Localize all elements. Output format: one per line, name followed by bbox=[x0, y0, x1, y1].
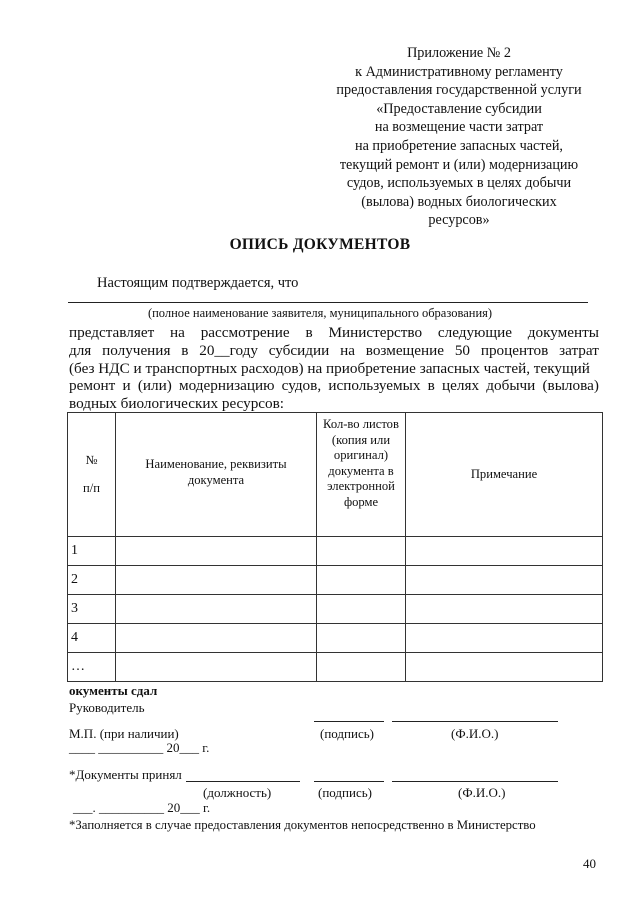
cell-note[interactable] bbox=[406, 624, 603, 653]
header-num: № п/п bbox=[68, 413, 116, 537]
document-title: ОПИСЬ ДОКУМЕНТОВ bbox=[229, 236, 411, 253]
confirm-text: Настоящим подтверждается, что bbox=[97, 275, 299, 291]
appendix-line: судов, используемых в целях добычи bbox=[346, 175, 572, 192]
cell-num: … bbox=[68, 653, 116, 682]
paragraph-line-5: водных биологических ресурсов: bbox=[69, 395, 285, 413]
header-note: Примечание bbox=[406, 413, 603, 537]
appendix-line: текущий ремонт и (или) модернизацию bbox=[339, 156, 579, 173]
cell-note[interactable] bbox=[406, 566, 603, 595]
cell-name[interactable] bbox=[116, 537, 317, 566]
cell-name[interactable] bbox=[116, 595, 317, 624]
appendix-line: «Предоставление субсидии bbox=[376, 100, 542, 117]
received-position-line bbox=[186, 781, 300, 782]
cell-sheets[interactable] bbox=[317, 624, 406, 653]
received-fio-line bbox=[392, 781, 558, 782]
paragraph-line-1: представляет на рассмотрение в Министерство следующие документы bbox=[69, 324, 599, 341]
received-label: *Документы принял bbox=[69, 767, 182, 782]
statement-paragraph bbox=[69, 324, 599, 413]
received-position-caption: (должность) bbox=[203, 785, 272, 800]
appendix-line: на приобретение запасных частей, bbox=[355, 137, 563, 154]
applicant-name-line bbox=[68, 302, 588, 303]
cell-sheets[interactable] bbox=[317, 653, 406, 682]
received-signature-caption: (подпись) bbox=[318, 785, 372, 800]
documents-table bbox=[67, 412, 603, 682]
page-number: 40 bbox=[583, 856, 596, 871]
submitted-fio-caption: (Ф.И.О.) bbox=[451, 726, 499, 741]
submitted-role: Руководитель bbox=[69, 700, 145, 715]
table-row bbox=[68, 595, 603, 624]
table-row bbox=[68, 653, 603, 682]
paragraph-line-3: (без НДС и транспортных расходов) на приобретение запасных частей, текущий bbox=[69, 359, 590, 377]
appendix-line: Приложение № 2 bbox=[407, 45, 511, 61]
received-fio-caption: (Ф.И.О.) bbox=[458, 785, 506, 800]
header-name: Наименование, реквизиты документа bbox=[116, 413, 317, 537]
cell-num: 2 bbox=[68, 566, 116, 595]
submitted-date: ____ __________ 20___ г. bbox=[69, 740, 210, 755]
submitted-signature-caption: (подпись) bbox=[320, 726, 374, 741]
cell-note[interactable] bbox=[406, 653, 603, 682]
appendix-line: к Административному регламенту bbox=[355, 63, 563, 80]
appendix-line: на возмещение части затрат bbox=[374, 119, 544, 136]
cell-num: 3 bbox=[68, 595, 116, 624]
submitted-signature-line bbox=[314, 721, 384, 722]
cell-note[interactable] bbox=[406, 595, 603, 624]
appendix-line: предоставления государственной услуги bbox=[336, 82, 582, 99]
received-date: ___. __________ 20___ г. bbox=[73, 800, 211, 815]
received-signature-line bbox=[314, 781, 384, 782]
footnote: *Заполняется в случае предоставления документов непосредственно в Министерство bbox=[69, 818, 536, 832]
submitted-heading: окументы сдал bbox=[69, 683, 158, 698]
cell-sheets[interactable] bbox=[317, 537, 406, 566]
paragraph-line-4: ремонт и (или) модернизацию судов, используемых в целях добычи (вылова) bbox=[69, 377, 599, 395]
paragraph-line-2: для получения в 20__году субсидии на возмещение 50 процентов затрат bbox=[69, 341, 599, 359]
cell-name[interactable] bbox=[116, 624, 317, 653]
cell-name[interactable] bbox=[116, 653, 317, 682]
table-row bbox=[68, 566, 603, 595]
applicant-caption: (полное наименование заявителя, муниципального образования) bbox=[147, 306, 493, 320]
cell-note[interactable] bbox=[406, 537, 603, 566]
seal-label: М.П. (при наличии) bbox=[69, 726, 179, 741]
cell-num: 4 bbox=[68, 624, 116, 653]
header-sheets: Кол-во листов (копия или оригинал) документа в электронной форме bbox=[317, 413, 406, 537]
appendix-line: (вылова) водных биологических bbox=[361, 193, 557, 210]
cell-sheets[interactable] bbox=[317, 595, 406, 624]
submitted-fio-line bbox=[392, 721, 558, 722]
appendix-header bbox=[300, 44, 618, 230]
appendix-line: ресурсов» bbox=[428, 212, 490, 229]
cell-sheets[interactable] bbox=[317, 566, 406, 595]
table-row bbox=[68, 537, 603, 566]
cell-num: 1 bbox=[68, 537, 116, 566]
table-header-row bbox=[68, 413, 603, 537]
table-row bbox=[68, 624, 603, 653]
cell-name[interactable] bbox=[116, 566, 317, 595]
